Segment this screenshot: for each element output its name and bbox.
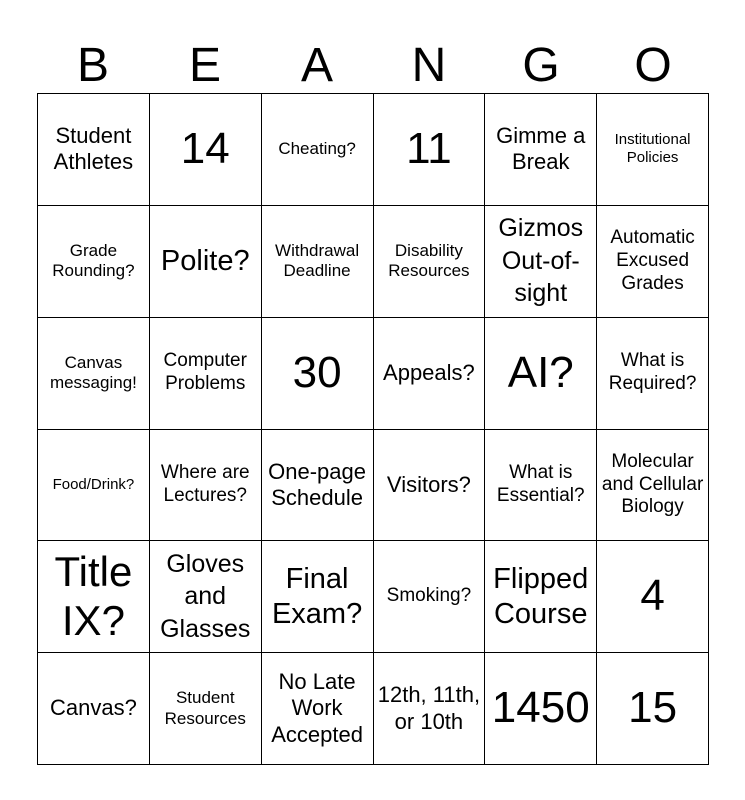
bingo-cell[interactable]: Withdrawal Deadline [262, 206, 374, 318]
bingo-cell[interactable]: Appeals? [374, 318, 486, 430]
header-letter-e: E [188, 39, 221, 92]
bingo-cell[interactable]: Molecular and Cellular Biology [597, 430, 709, 542]
bingo-cell[interactable]: Final Exam? [262, 541, 374, 653]
bingo-cell[interactable]: Title IX? [38, 541, 150, 653]
header-letter-b: B [76, 39, 109, 92]
bingo-cell[interactable]: 4 [597, 541, 709, 653]
bingo-cell[interactable]: Computer Problems [150, 318, 262, 430]
bingo-cell[interactable]: Smoking? [374, 541, 486, 653]
bingo-cell[interactable]: 11 [374, 94, 486, 206]
bingo-cell[interactable]: 15 [597, 653, 709, 765]
bingo-cell[interactable]: Automatic Excused Grades [597, 206, 709, 318]
bingo-cell[interactable]: Gloves and Glasses [150, 541, 262, 653]
bingo-cell[interactable]: What is Essential? [485, 430, 597, 542]
bingo-cell[interactable]: Grade Rounding? [38, 206, 150, 318]
header-letter-n: N [411, 39, 447, 92]
bingo-board [37, 93, 709, 765]
bingo-cell[interactable]: Student Athletes [38, 94, 150, 206]
bingo-cell[interactable]: Cheating? [262, 94, 374, 206]
bingo-cell[interactable]: 14 [150, 94, 262, 206]
header-letter-g: G [522, 39, 560, 92]
bingo-cell[interactable]: 12th, 11th, or 10th [374, 653, 486, 765]
bingo-cell[interactable]: 30 [262, 318, 374, 430]
bingo-cell[interactable]: Canvas? [38, 653, 150, 765]
bingo-cell[interactable]: Polite? [150, 206, 262, 318]
header-letter-a: A [300, 39, 333, 92]
bingo-cell[interactable]: Gimme a Break [485, 94, 597, 206]
bingo-cell[interactable]: Visitors? [374, 430, 486, 542]
bingo-header [37, 38, 709, 94]
bingo-cell[interactable]: One-page Schedule [262, 430, 374, 542]
bingo-cell[interactable]: Food/Drink? [38, 430, 150, 542]
bingo-cell[interactable]: No Late Work Accepted [262, 653, 374, 765]
bingo-cell[interactable]: Gizmos Out-of-sight [485, 206, 597, 318]
header-letter-o: O [634, 39, 672, 92]
bingo-cell[interactable]: AI? [485, 318, 597, 430]
bingo-cell[interactable]: Where are Lectures? [150, 430, 262, 542]
bingo-cell[interactable]: Disability Resources [374, 206, 486, 318]
bingo-cell[interactable]: Student Resources [150, 653, 262, 765]
bingo-cell[interactable]: What is Required? [597, 318, 709, 430]
bingo-cell[interactable]: Institutional Policies [597, 94, 709, 206]
bingo-cell[interactable]: 1450 [485, 653, 597, 765]
bingo-cell[interactable]: Canvas messaging! [38, 318, 150, 430]
bingo-cell[interactable]: Flipped Course [485, 541, 597, 653]
